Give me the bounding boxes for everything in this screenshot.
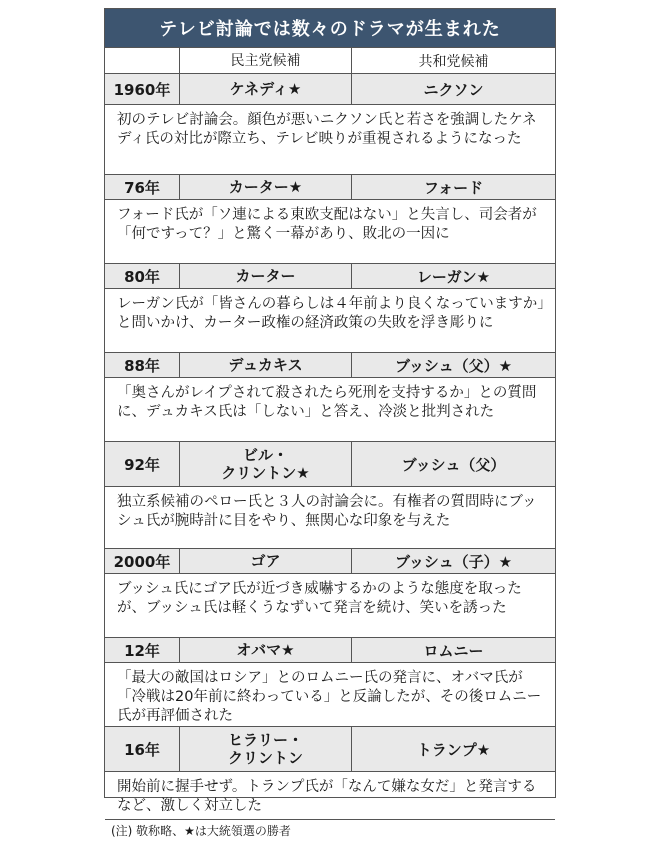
year-cell: 92年 — [105, 442, 180, 486]
header-democrat: 民主党候補 — [180, 48, 352, 73]
description-cell: レーガン氏が「皆さんの暮らしは４年前より良くなっていますか」と問いかけ、カーター政権の経済政策の失敗を浮き彫りに — [105, 289, 555, 353]
republican-cell: ブッシュ（子）★ — [352, 549, 555, 573]
democrat-cell: ビル・ クリントン★ — [180, 442, 352, 486]
description-cell: 初のテレビ討論会。顔色が悪いニクソン氏と若さを強調したケネディ氏の対比が際立ち、テレビ映りが重視されるようになった — [105, 105, 555, 175]
description-cell: ブッシュ氏にゴア氏が近づき威嚇するかのような態度を取ったが、ブッシュ氏は軽くうなずいて発言を続け、笑いを誘った — [105, 574, 555, 638]
democrat-cell: カーター★ — [180, 175, 352, 199]
table-row — [105, 264, 555, 289]
description-cell: 「最大の敵国はロシア」とのロムニー氏の発言に、オバマ氏が「冷戦は20年前に終わっている」と反論したが、その後ロムニー氏が再評価された — [105, 663, 555, 727]
table-row — [105, 74, 555, 105]
description-cell: 「奥さんがレイプされて殺されたら死刑を支持するか」との質問に、デュカキス氏は「しない」と答え、冷淡と批判された — [105, 378, 555, 442]
year-cell: 1960年 — [105, 74, 180, 104]
republican-cell: トランプ★ — [352, 727, 555, 771]
republican-cell: ニクソン — [352, 74, 555, 104]
republican-cell: レーガン★ — [352, 264, 555, 288]
table-row — [105, 442, 555, 487]
header-year — [105, 48, 180, 73]
header-republican: 共和党候補 — [352, 48, 555, 73]
debate-table — [104, 8, 556, 838]
year-cell: 80年 — [105, 264, 180, 288]
democrat-cell: ゴア — [180, 549, 352, 573]
footnote: (注) 敬称略、★は大統領選の勝者 — [111, 824, 291, 838]
table-row — [105, 353, 555, 378]
democrat-cell: カーター — [180, 264, 352, 288]
democrat-cell: ケネディ★ — [180, 74, 352, 104]
table-row — [105, 549, 555, 574]
year-cell: 76年 — [105, 175, 180, 199]
description-cell: フォード氏が「ソ連による東欧支配はない」と失言し、司会者が「何ですって？」と驚く一幕があり、敗北の一因に — [105, 200, 555, 264]
democrat-cell: オバマ★ — [180, 638, 352, 662]
republican-cell: ブッシュ（父） — [352, 442, 555, 486]
description-cell: 独立系候補のペロー氏と３人の討論会に。有権者の質問時にブッシュ氏が腕時計に目をやり、無関心な印象を与えた — [105, 487, 555, 549]
year-cell: 12年 — [105, 638, 180, 662]
republican-cell: ブッシュ（父）★ — [352, 353, 555, 377]
republican-cell: ロムニー — [352, 638, 555, 662]
table-row — [105, 175, 555, 200]
description-cell: 開始前に握手せず。トランプ氏が「なんて嫌な女だ」と発言するなど、激しく対立した — [105, 772, 555, 820]
year-cell: 16年 — [105, 727, 180, 771]
year-cell: 2000年 — [105, 549, 180, 573]
democrat-cell: デュカキス — [180, 353, 352, 377]
year-cell: 88年 — [105, 353, 180, 377]
table-row — [105, 638, 555, 663]
header-row — [105, 48, 555, 74]
republican-cell: フォード — [352, 175, 555, 199]
table-row — [105, 727, 555, 772]
table-title: テレビ討論では数々のドラマが生まれた — [105, 9, 555, 48]
democrat-cell: ヒラリー・ クリントン — [180, 727, 352, 771]
